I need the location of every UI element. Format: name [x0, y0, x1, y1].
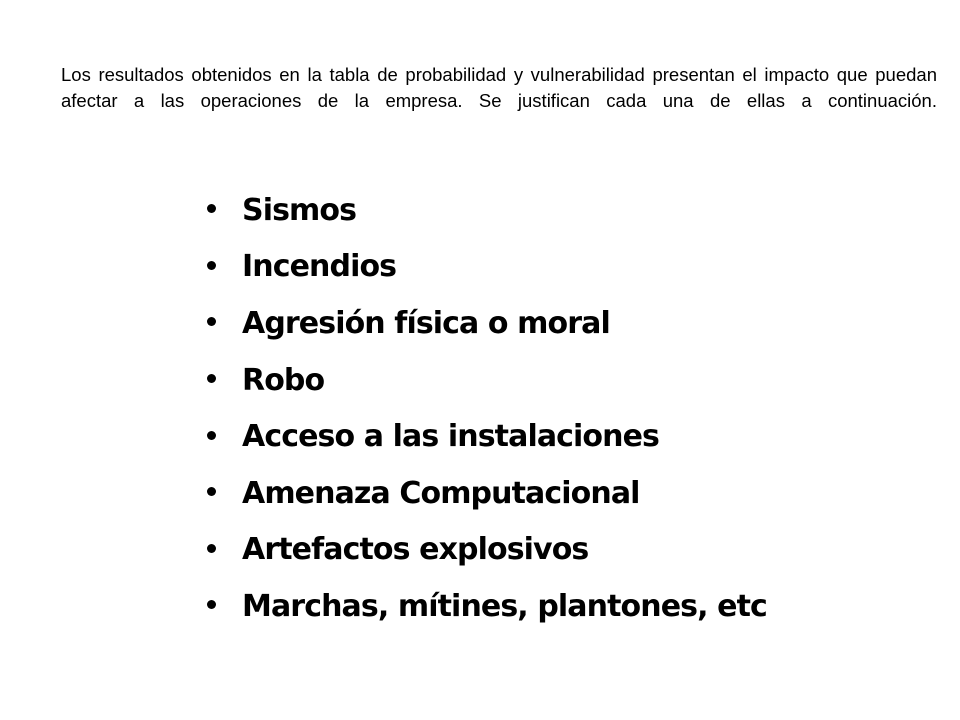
risk-item-label: Agresión física o moral: [242, 305, 610, 341]
risk-item-label: Acceso a las instalaciones: [242, 419, 660, 455]
intro-paragraph: Los resultados obtenidos en la tabla de probabilidad y vulnerabilidad presentan el impacto que puedan afectar a las operaciones de la empresa. Se justifican cada una de ellas a continuación.: [61, 64, 937, 111]
bullet-icon: [207, 544, 216, 553]
risk-list: [207, 182, 767, 635]
risk-item-agresion: [207, 295, 767, 352]
bullet-icon: [207, 204, 216, 213]
risk-item-label: Amenaza Computacional: [242, 475, 640, 511]
risk-item-label: Sismos: [242, 192, 357, 228]
risk-item-amenaza: [207, 465, 767, 522]
risk-item-robo: [207, 352, 767, 409]
risk-item-sismos: [207, 182, 767, 239]
risk-item-label: Robo: [242, 362, 325, 398]
risk-item-acceso: [207, 408, 767, 465]
bullet-icon: [207, 487, 216, 496]
risk-item-artefactos: [207, 522, 767, 579]
risk-item-label: Artefactos explosivos: [242, 532, 589, 568]
bullet-icon: [207, 261, 216, 270]
risk-item-marchas: [207, 578, 767, 635]
bullet-icon: [207, 374, 216, 383]
risk-item-label: Incendios: [242, 249, 397, 285]
bullet-icon: [207, 600, 216, 609]
bullet-icon: [207, 431, 216, 440]
risk-item-label: Marchas, mítines, plantones, etc: [242, 588, 767, 624]
bullet-icon: [207, 317, 216, 326]
risk-item-incendios: [207, 239, 767, 296]
